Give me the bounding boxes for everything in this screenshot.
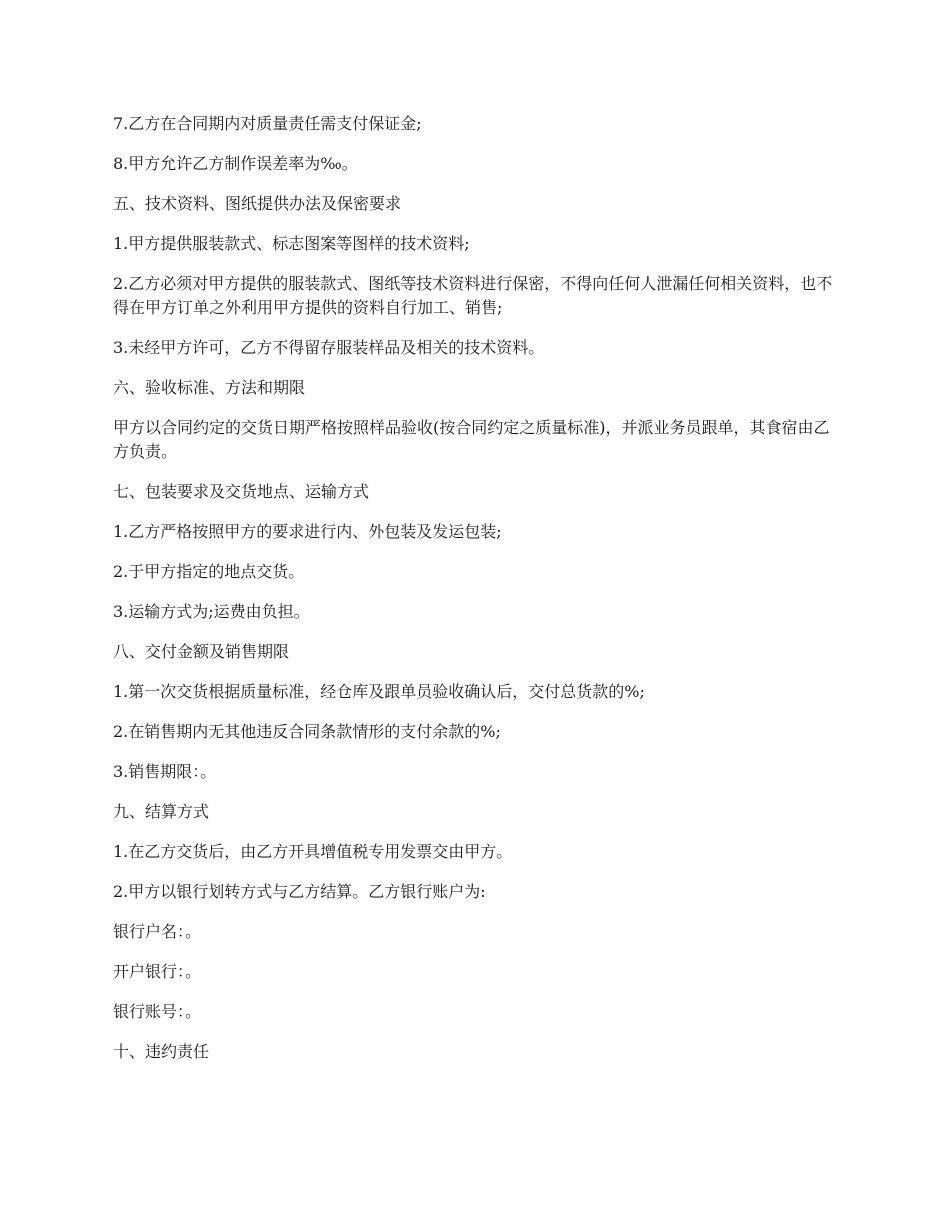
section-5-heading: 五、技术资料、图纸提供办法及保密要求 [113, 194, 402, 213]
section-10-heading: 十、违约责任 [113, 1042, 210, 1061]
section-5-item-1: 1.甲方提供服装款式、标志图案等图样的技术资料; [113, 234, 470, 253]
section-8-item-1: 1.第一次交货根据质量标准，经仓库及跟单员验收确认后，交付总货款的%; [113, 682, 645, 701]
section-8-heading: 八、交付金额及销售期限 [113, 642, 290, 661]
section-9-heading: 九、结算方式 [113, 802, 210, 821]
clause-8-error-rate: 8.甲方允许乙方制作误差率为‰。 [113, 154, 358, 173]
section-5-item-2: 2.乙方必须对甲方提供的服装款式、图纸等技术资料进行保密，不得向任何人泄漏任何相关资料，也不得在甲方订单之外利用甲方提供的资料自行加工、销售; [113, 274, 833, 317]
section-7-heading: 七、包装要求及交货地点、运输方式 [113, 482, 370, 501]
bank-account-number: 银行账号：。 [113, 1002, 202, 1021]
section-9-item-1: 1.在乙方交货后，由乙方开具增值税专用发票交由甲方。 [113, 842, 513, 861]
section-9-item-2: 2.甲方以银行划转方式与乙方结算。乙方银行账户为: [113, 882, 486, 901]
section-8-item-2: 2.在销售期内无其他违反合同条款情形的支付余款的%; [113, 722, 501, 741]
section-7-item-1: 1.乙方严格按照甲方的要求进行内、外包装及发运包装; [113, 522, 502, 541]
section-6-body: 甲方以合同约定的交货日期严格按照样品验收(按合同约定之质量标准)，并派业务员跟单，其食宿由乙方负责。 [113, 418, 830, 461]
bank-name: 开户银行：。 [113, 962, 202, 981]
document-page [113, 112, 843, 1080]
section-8-item-3: 3.销售期限：。 [113, 762, 217, 781]
section-5-item-3: 3.未经甲方许可，乙方不得留存服装样品及相关的技术资料。 [113, 338, 545, 357]
bank-account-name: 银行户名：。 [113, 922, 202, 941]
section-7-item-3: 3.运输方式为;运费由负担。 [113, 602, 310, 621]
clause-7-deposit: 7.乙方在合同期内对质量责任需支付保证金; [113, 114, 422, 133]
section-7-item-2: 2.于甲方指定的地点交货。 [113, 562, 305, 581]
section-6-heading: 六、验收标准、方法和期限 [113, 378, 306, 397]
